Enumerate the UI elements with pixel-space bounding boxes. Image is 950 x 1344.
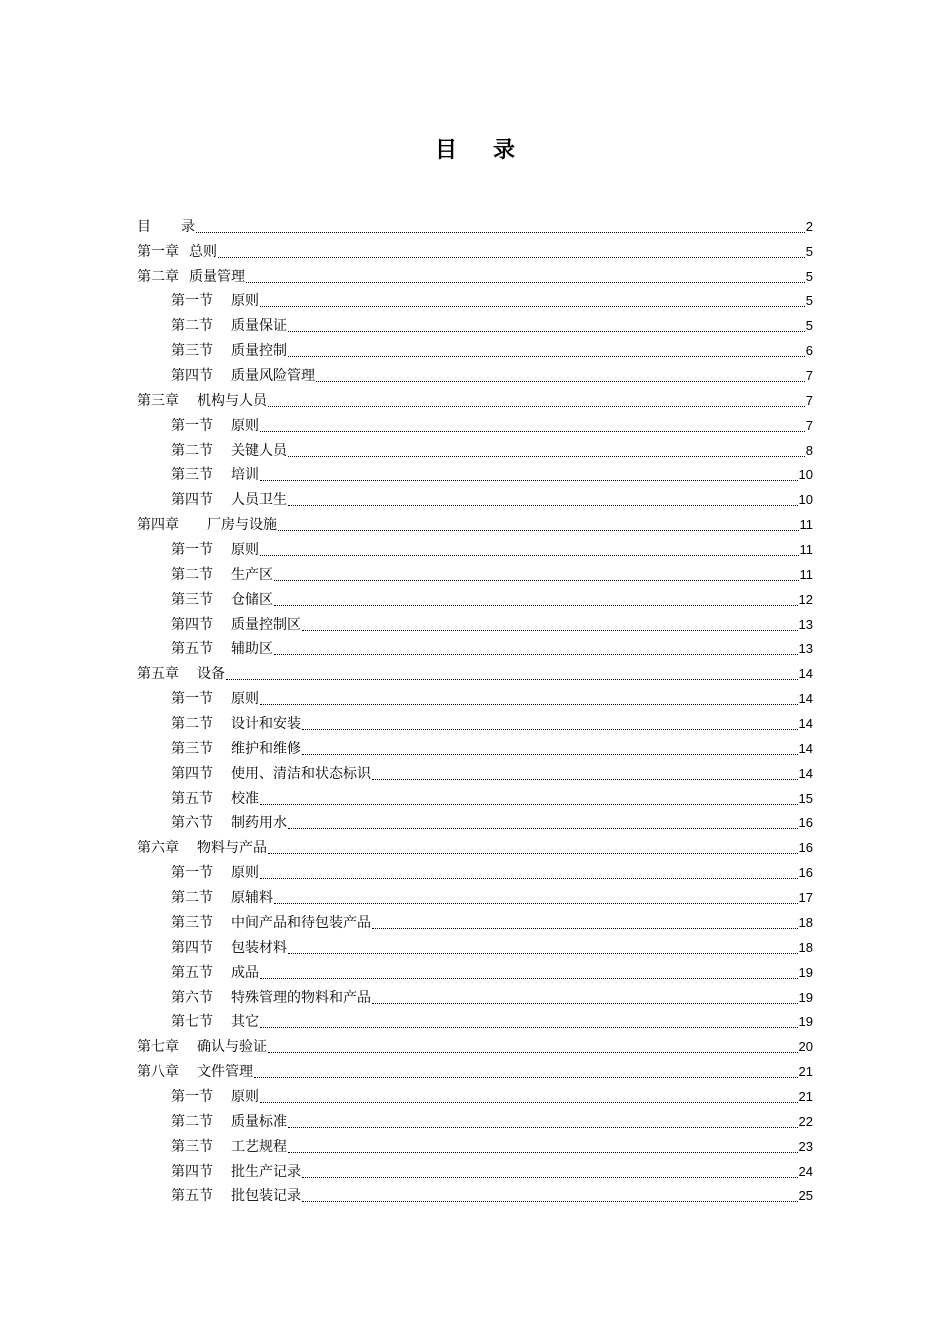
toc-dot-leader bbox=[288, 1152, 798, 1153]
toc-entry-page: 11 bbox=[799, 566, 813, 582]
toc-entry-page: 18 bbox=[798, 914, 813, 930]
toc-list bbox=[137, 214, 813, 1208]
toc-entry-page: 13 bbox=[798, 641, 813, 657]
toc-entry-number: 第三节 bbox=[171, 343, 213, 360]
toc-entry-page: 11 bbox=[799, 517, 813, 533]
toc-dot-leader bbox=[316, 381, 805, 382]
toc-entry-label: 其它 bbox=[231, 1014, 259, 1031]
toc-dot-leader bbox=[226, 679, 798, 680]
toc-entry-label: 批包装记录 bbox=[231, 1188, 301, 1205]
toc-entry-number: 第一节 bbox=[171, 293, 213, 310]
toc-entry-page: 14 bbox=[798, 716, 813, 732]
toc-entry[interactable] bbox=[137, 1034, 813, 1059]
toc-entry[interactable] bbox=[137, 1010, 813, 1035]
toc-dot-leader bbox=[302, 754, 798, 755]
toc-entry-label: 质量标准 bbox=[231, 1113, 287, 1130]
toc-entry[interactable] bbox=[137, 860, 813, 885]
toc-entry-label: 制药用水 bbox=[231, 815, 287, 832]
toc-entry[interactable] bbox=[137, 711, 813, 736]
toc-title-left: 目 bbox=[434, 138, 457, 163]
toc-dot-leader bbox=[288, 953, 798, 954]
toc-dot-leader bbox=[288, 505, 798, 506]
toc-dot-leader bbox=[302, 729, 798, 730]
toc-entry[interactable] bbox=[137, 562, 813, 587]
toc-dot-leader bbox=[302, 630, 798, 631]
toc-dot-leader bbox=[302, 1201, 798, 1202]
toc-entry-page: 19 bbox=[798, 1014, 813, 1030]
toc-entry-label: 质量保证 bbox=[231, 318, 287, 335]
toc-entry-page: 19 bbox=[798, 989, 813, 1005]
toc-title-right: 录 bbox=[493, 138, 516, 163]
toc-entry-label: 原辅料 bbox=[231, 890, 273, 907]
toc-entry[interactable] bbox=[137, 910, 813, 935]
toc-entry-label: 工艺规程 bbox=[231, 1138, 287, 1155]
toc-entry-page: 5 bbox=[805, 293, 813, 309]
toc-entry-number: 第四节 bbox=[171, 765, 213, 782]
toc-entry[interactable] bbox=[137, 388, 813, 413]
toc-entry-number: 第一节 bbox=[171, 417, 213, 434]
toc-entry-number: 第三节 bbox=[171, 1138, 213, 1155]
toc-entry-page: 22 bbox=[798, 1113, 813, 1129]
toc-entry-label: 原则 bbox=[231, 417, 259, 434]
toc-entry-label: 设备 bbox=[197, 666, 225, 683]
toc-entry-page: 7 bbox=[805, 368, 813, 384]
toc-entry-number: 第六节 bbox=[171, 815, 213, 832]
toc-entry[interactable] bbox=[137, 587, 813, 612]
toc-entry-page: 19 bbox=[798, 964, 813, 980]
toc-dot-leader bbox=[372, 928, 798, 929]
toc-entry-label: 培训 bbox=[231, 467, 259, 484]
toc-entry-page: 7 bbox=[805, 417, 813, 433]
toc-dot-leader bbox=[274, 654, 798, 655]
toc-dot-leader bbox=[288, 1127, 798, 1128]
toc-entry-number: 第三章 bbox=[137, 392, 179, 409]
toc-entry[interactable] bbox=[137, 1109, 813, 1134]
toc-entry-page: 25 bbox=[798, 1188, 813, 1204]
toc-dot-leader bbox=[196, 232, 805, 233]
toc-entry-label: 总则 bbox=[189, 243, 217, 260]
toc-entry-number: 第四节 bbox=[171, 616, 213, 633]
toc-entry-page: 10 bbox=[798, 467, 813, 483]
toc-dot-leader bbox=[260, 878, 798, 879]
toc-entry-label: 确认与验证 bbox=[197, 1039, 267, 1056]
toc-entry-number: 第五节 bbox=[171, 1188, 213, 1205]
toc-entry-number: 第二节 bbox=[171, 442, 213, 459]
toc-entry-label: 关键人员 bbox=[231, 442, 287, 459]
toc-entry-label: 辅助区 bbox=[231, 641, 273, 658]
toc-entry[interactable] bbox=[137, 438, 813, 463]
toc-entry-number: 第三节 bbox=[171, 467, 213, 484]
toc-entry-page: 8 bbox=[805, 442, 813, 458]
toc-entry-page: 20 bbox=[798, 1039, 813, 1055]
toc-entry-label: 维护和维修 bbox=[231, 740, 301, 757]
toc-entry-page: 2 bbox=[805, 218, 813, 234]
toc-entry[interactable] bbox=[137, 1059, 813, 1084]
toc-entry-number: 第三节 bbox=[171, 914, 213, 931]
toc-entry-label: 成品 bbox=[231, 964, 259, 981]
toc-dot-leader bbox=[260, 1027, 798, 1028]
toc-entry-number: 第五节 bbox=[171, 964, 213, 981]
toc-entry-label: 原则 bbox=[231, 691, 259, 708]
toc-entry-number: 第一节 bbox=[171, 542, 213, 559]
toc-entry[interactable] bbox=[137, 487, 813, 512]
toc-dot-leader bbox=[260, 978, 798, 979]
toc-entry-page: 21 bbox=[798, 1064, 813, 1080]
toc-dot-leader bbox=[260, 804, 798, 805]
toc-dot-leader bbox=[288, 456, 805, 457]
toc-entry[interactable] bbox=[137, 811, 813, 836]
toc-entry-page: 18 bbox=[798, 939, 813, 955]
toc-entry-label: 原则 bbox=[231, 865, 259, 882]
toc-dot-leader bbox=[268, 1052, 798, 1053]
toc-entry-label: 中间产品和待包装产品 bbox=[231, 914, 371, 931]
toc-entry-number: 第五节 bbox=[171, 790, 213, 807]
toc-dot-leader bbox=[274, 580, 799, 581]
toc-entry-label: 质量控制 bbox=[231, 343, 287, 360]
toc-entry-page: 12 bbox=[798, 591, 813, 607]
toc-entry[interactable] bbox=[137, 463, 813, 488]
toc-entry-number: 第四节 bbox=[171, 492, 213, 509]
toc-entry[interactable] bbox=[137, 835, 813, 860]
toc-entry-number: 第五节 bbox=[171, 641, 213, 658]
toc-entry-label: 原则 bbox=[231, 1088, 259, 1105]
toc-entry-page: 23 bbox=[798, 1138, 813, 1154]
toc-entry-number: 第一章 bbox=[137, 243, 179, 260]
toc-entry[interactable] bbox=[137, 985, 813, 1010]
toc-entry-page: 14 bbox=[798, 691, 813, 707]
toc-entry-page: 5 bbox=[805, 268, 813, 284]
toc-entry-number: 第六章 bbox=[137, 840, 179, 857]
toc-entry[interactable] bbox=[137, 661, 813, 686]
toc-title bbox=[0, 136, 950, 166]
toc-dot-leader bbox=[254, 1077, 798, 1078]
toc-entry-number: 第五章 bbox=[137, 666, 179, 683]
toc-entry-page: 14 bbox=[798, 666, 813, 682]
toc-entry-number: 第三节 bbox=[171, 740, 213, 757]
toc-entry[interactable] bbox=[137, 686, 813, 711]
toc-entry-page: 16 bbox=[798, 815, 813, 831]
toc-entry-number: 第二节 bbox=[171, 318, 213, 335]
toc-entry-number: 第四章 bbox=[137, 517, 179, 534]
toc-entry-number: 目 bbox=[137, 218, 151, 235]
toc-entry-label: 包装材料 bbox=[231, 939, 287, 956]
toc-dot-leader bbox=[288, 356, 805, 357]
toc-entry-number: 第二节 bbox=[171, 890, 213, 907]
toc-dot-leader bbox=[260, 1102, 798, 1103]
toc-dot-leader bbox=[218, 257, 805, 258]
toc-dot-leader bbox=[260, 555, 799, 556]
toc-dot-leader bbox=[302, 1177, 798, 1178]
toc-dot-leader bbox=[288, 828, 798, 829]
toc-entry[interactable] bbox=[137, 537, 813, 562]
toc-entry-number: 第八章 bbox=[137, 1064, 179, 1081]
toc-entry-number: 第六节 bbox=[171, 989, 213, 1006]
toc-entry[interactable] bbox=[137, 736, 813, 761]
toc-entry[interactable] bbox=[137, 960, 813, 985]
toc-entry[interactable] bbox=[137, 637, 813, 662]
toc-dot-leader bbox=[274, 605, 798, 606]
toc-entry-number: 第七节 bbox=[171, 1014, 213, 1031]
toc-entry-label: 批生产记录 bbox=[231, 1163, 301, 1180]
toc-entry-label: 文件管理 bbox=[197, 1064, 253, 1081]
toc-entry[interactable] bbox=[137, 512, 813, 537]
toc-entry-page: 7 bbox=[805, 392, 813, 408]
toc-entry[interactable] bbox=[137, 786, 813, 811]
toc-entry[interactable] bbox=[137, 1084, 813, 1109]
toc-entry-number: 第一节 bbox=[171, 865, 213, 882]
toc-entry[interactable] bbox=[137, 885, 813, 910]
toc-dot-leader bbox=[372, 1003, 798, 1004]
toc-dot-leader bbox=[274, 903, 798, 904]
toc-dot-leader bbox=[268, 406, 805, 407]
toc-dot-leader bbox=[260, 431, 805, 432]
toc-entry[interactable] bbox=[137, 1184, 813, 1209]
toc-entry-page: 14 bbox=[798, 740, 813, 756]
toc-dot-leader bbox=[372, 779, 798, 780]
toc-entry-label: 使用、清洁和状态标识 bbox=[231, 765, 371, 782]
toc-entry-label: 原则 bbox=[231, 293, 259, 310]
toc-entry-page: 17 bbox=[798, 890, 813, 906]
toc-dot-leader bbox=[260, 704, 798, 705]
toc-dot-leader bbox=[288, 331, 805, 332]
toc-entry[interactable] bbox=[137, 214, 813, 239]
toc-entry-label: 原则 bbox=[231, 542, 259, 559]
toc-entry-number: 第四节 bbox=[171, 1163, 213, 1180]
toc-entry-page: 24 bbox=[798, 1163, 813, 1179]
toc-entry-label: 质量管理 bbox=[189, 268, 245, 285]
toc-entry-label: 录 bbox=[181, 218, 195, 235]
toc-dot-leader bbox=[268, 853, 798, 854]
toc-entry[interactable] bbox=[137, 313, 813, 338]
toc-entry-label: 厂房与设施 bbox=[207, 517, 277, 534]
toc-entry-label: 机构与人员 bbox=[197, 392, 267, 409]
toc-entry-label: 校准 bbox=[231, 790, 259, 807]
toc-entry-label: 特殊管理的物料和产品 bbox=[231, 989, 371, 1006]
toc-entry[interactable] bbox=[137, 264, 813, 289]
toc-entry-page: 6 bbox=[805, 343, 813, 359]
toc-entry-number: 第二节 bbox=[171, 716, 213, 733]
toc-entry-number: 第七章 bbox=[137, 1039, 179, 1056]
toc-entry-label: 生产区 bbox=[231, 566, 273, 583]
toc-entry-number: 第一节 bbox=[171, 1088, 213, 1105]
toc-entry-label: 物料与产品 bbox=[197, 840, 267, 857]
toc-entry-page: 13 bbox=[798, 616, 813, 632]
toc-dot-leader bbox=[260, 480, 798, 481]
toc-entry-number: 第一节 bbox=[171, 691, 213, 708]
toc-entry-number: 第二节 bbox=[171, 566, 213, 583]
toc-dot-leader bbox=[246, 282, 805, 283]
toc-entry[interactable] bbox=[137, 239, 813, 264]
toc-dot-leader bbox=[278, 530, 799, 531]
toc-entry-page: 16 bbox=[798, 840, 813, 856]
toc-entry-page: 21 bbox=[798, 1088, 813, 1104]
toc-entry-page: 5 bbox=[805, 318, 813, 334]
toc-entry-page: 10 bbox=[798, 492, 813, 508]
toc-entry[interactable] bbox=[137, 935, 813, 960]
toc-entry[interactable] bbox=[137, 289, 813, 314]
toc-entry-page: 14 bbox=[798, 765, 813, 781]
toc-entry[interactable] bbox=[137, 612, 813, 637]
toc-entry-label: 人员卫生 bbox=[231, 492, 287, 509]
toc-entry-page: 11 bbox=[799, 542, 813, 558]
toc-entry[interactable] bbox=[137, 1134, 813, 1159]
toc-dot-leader bbox=[260, 306, 805, 307]
toc-entry-number: 第二章 bbox=[137, 268, 179, 285]
toc-entry-label: 质量风险管理 bbox=[231, 368, 315, 385]
toc-entry-number: 第三节 bbox=[171, 591, 213, 608]
toc-entry-number: 第四节 bbox=[171, 939, 213, 956]
toc-entry[interactable] bbox=[137, 363, 813, 388]
toc-entry-label: 设计和安装 bbox=[231, 716, 301, 733]
toc-entry-page: 5 bbox=[805, 243, 813, 259]
toc-entry[interactable] bbox=[137, 761, 813, 786]
toc-entry[interactable] bbox=[137, 413, 813, 438]
toc-entry[interactable] bbox=[137, 338, 813, 363]
toc-entry[interactable] bbox=[137, 1159, 813, 1184]
toc-entry-number: 第四节 bbox=[171, 368, 213, 385]
toc-entry-number: 第二节 bbox=[171, 1113, 213, 1130]
toc-entry-label: 质量控制区 bbox=[231, 616, 301, 633]
toc-entry-page: 15 bbox=[798, 790, 813, 806]
toc-entry-label: 仓储区 bbox=[231, 591, 273, 608]
toc-entry-page: 16 bbox=[798, 865, 813, 881]
